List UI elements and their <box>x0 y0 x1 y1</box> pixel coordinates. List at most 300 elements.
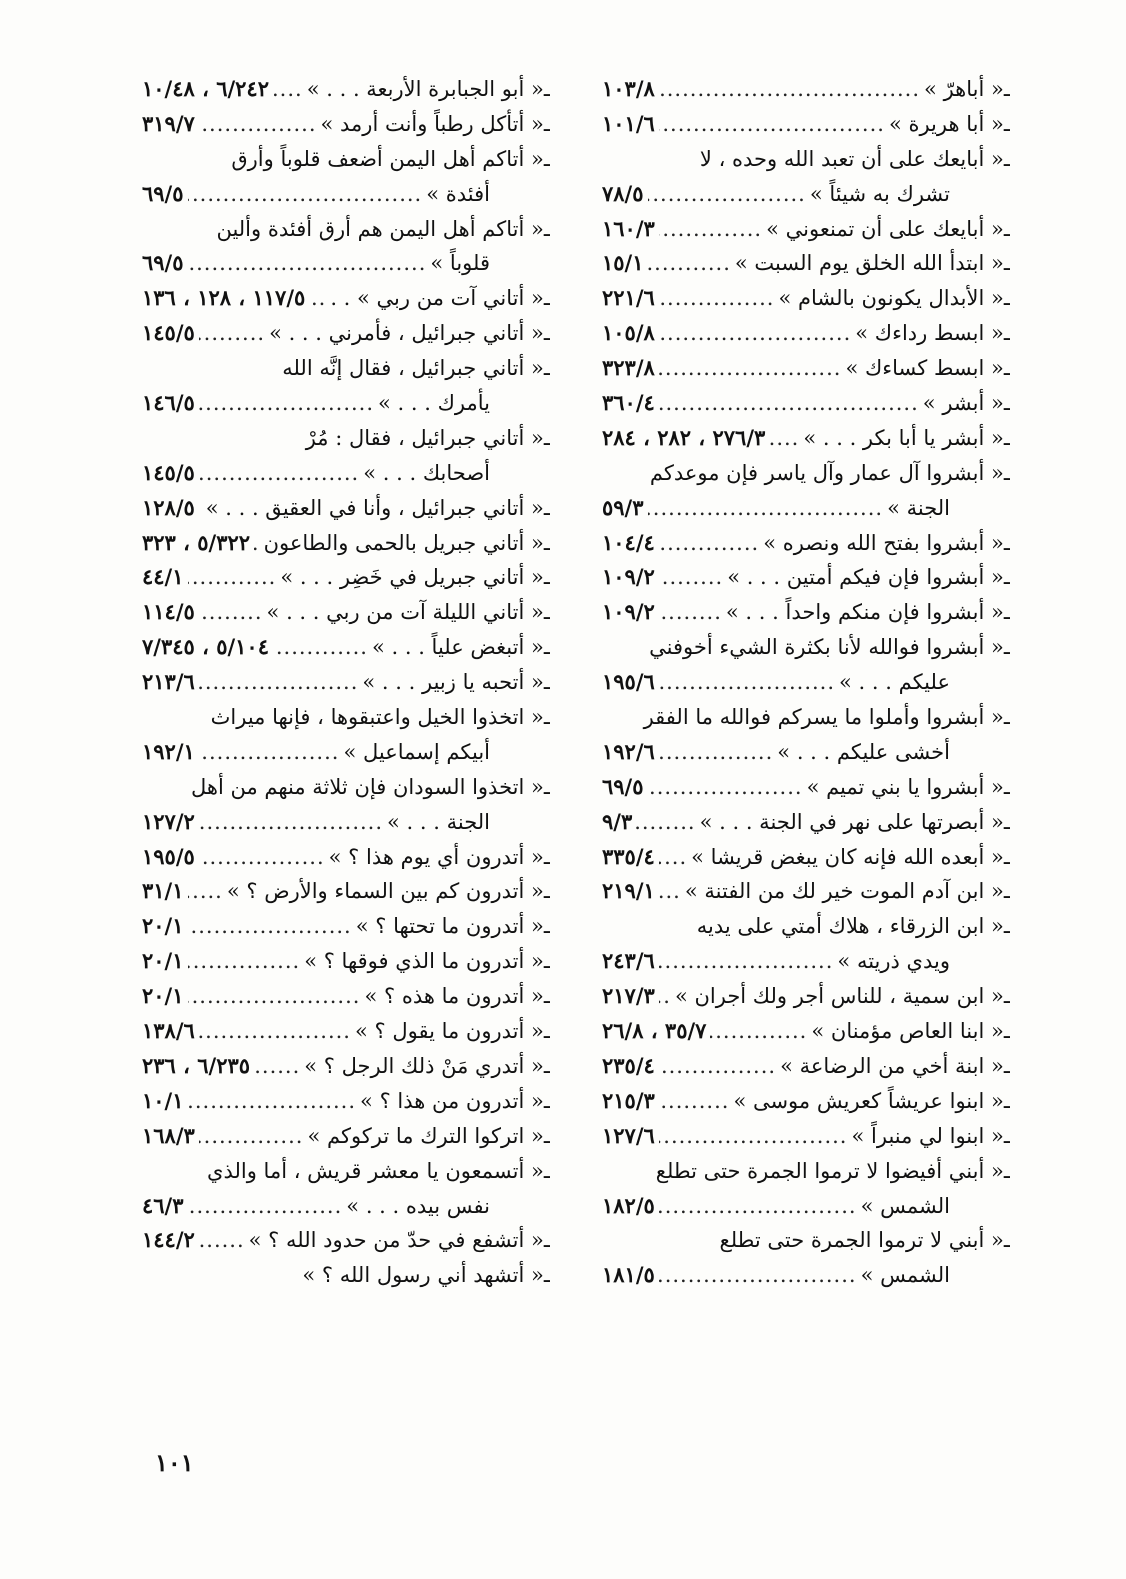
entry-line <box>142 1258 550 1293</box>
entry-line <box>602 595 1010 630</box>
entry-text: ـ« أتاني جبرائيل ، فأمرني . . . » <box>269 321 550 346</box>
entry-text: قلوباً » <box>430 251 490 276</box>
entry-reference: ٣٣٥/٤ <box>602 843 655 869</box>
entry-text: ـ« أتشفع في حدّ من حدود الله ؟ » <box>248 1228 550 1253</box>
entry-reference: ١٩٢/٦ <box>602 738 655 764</box>
entry-continuation-line <box>602 735 1010 770</box>
index-column-right <box>602 72 1010 1293</box>
entry-text: ـ« أتاني جبريل بالحمى والطاعون <box>263 530 550 555</box>
entry-text: ـ« أتاني جبرائيل ، فقال : مُرْ <box>305 425 550 450</box>
entry-reference: ٥٩/٣ <box>602 494 644 520</box>
entry-text: ـ« ابنا العاص مؤمنان » <box>811 1019 1010 1044</box>
index-entry <box>142 316 550 351</box>
index-entry <box>142 421 550 491</box>
entry-text: ـ« أتدرون ما يقول ؟ » <box>355 1019 550 1044</box>
entry-text: الشمس » <box>860 1193 950 1218</box>
entry-reference: ٢١٣/٦ <box>142 669 195 695</box>
entry-line <box>142 909 550 944</box>
entry-reference: ٦/٢٤٢ ، ١٠/٤٨ <box>142 76 269 101</box>
dot-leader <box>254 526 260 561</box>
dot-leader <box>659 386 919 421</box>
dot-leader <box>273 630 368 665</box>
index-entry <box>142 1119 550 1154</box>
index-entry <box>142 874 550 909</box>
entry-text: ـ« ابسط رداءك » <box>855 321 1010 346</box>
entry-line <box>142 212 550 247</box>
entry-line <box>142 107 550 142</box>
entry-reference: ١٤٦/٥ <box>142 390 195 416</box>
entry-text: ـ« أبشروا فوالله لأنا بكثرة الشيء أخوفني <box>649 635 1010 660</box>
entry-line <box>142 770 550 805</box>
page-number: ١٠١ <box>155 1448 194 1477</box>
entry-line <box>602 1154 1010 1189</box>
entry-text: ـ« أتدرون كم بين السماء والأرض ؟ » <box>226 879 550 904</box>
entry-reference: ٢١٧/٣ <box>602 983 655 1009</box>
entry-reference: ٣٢٣/٨ <box>602 355 655 381</box>
entry-reference: ١٩٥/٦ <box>602 669 655 695</box>
index-entry <box>602 560 1010 595</box>
index-entry <box>142 1258 550 1293</box>
dot-leader <box>199 386 374 421</box>
entry-text: ـ« أتاني آت من ربي » . . <box>330 286 550 311</box>
index-entry <box>142 909 550 944</box>
entry-text: أخشى عليكم . . . » <box>777 739 950 764</box>
dot-leader <box>188 1189 343 1224</box>
dot-leader <box>659 595 722 630</box>
entry-line <box>142 979 550 1014</box>
entry-reference: ٢٠/١ <box>142 983 184 1009</box>
entry-line <box>602 805 1010 840</box>
dot-leader <box>188 246 427 281</box>
entry-reference: ١٨٢/٥ <box>602 1192 655 1218</box>
entry-reference: ٣٥/٧ ، ٢٦/٨ <box>602 1018 707 1044</box>
entry-text: ـ« أتدري مَنْ ذلك الرجل ؟ » <box>304 1053 550 1078</box>
entry-text: ـ« أبو الجبابرة الأربعة . . . » <box>306 77 550 101</box>
entry-text: ـ« ابنوا عريشاً كعريش موسى » <box>733 1088 1010 1113</box>
entry-line <box>602 1084 1010 1119</box>
entry-text: ـ« أبشروا بفتح الله ونصره » <box>763 530 1010 555</box>
entry-text: ـ« أتدرون أي يوم هذا ؟ » <box>328 844 550 869</box>
dot-leader <box>309 281 326 316</box>
entry-text: ـ« أتأكل رطباً وأنت أرمد » <box>320 111 550 136</box>
entry-text: ـ« أبشروا يا بني تميم » <box>806 774 1010 799</box>
index-entry <box>142 560 550 595</box>
entry-text: ـ« أبصرتها على نهر في الجنة . . . » <box>699 809 1010 834</box>
index-entry <box>602 281 1010 316</box>
entry-line <box>602 142 1010 177</box>
dot-leader <box>188 874 223 909</box>
entry-line <box>142 316 550 351</box>
entry-reference: ١٠٩/٢ <box>602 564 655 590</box>
index-entry <box>142 840 550 875</box>
entry-line <box>602 107 1010 142</box>
entry-line <box>602 770 1010 805</box>
entry-reference: ٣١/١ <box>142 878 184 904</box>
index-entry <box>142 1154 550 1224</box>
dot-leader <box>659 212 762 247</box>
entry-text: ـ« ابن الزرقاء ، هلاك أمتي على يديه <box>696 914 1010 939</box>
entry-text: نفس بيده . . . » <box>346 1193 490 1218</box>
entry-reference: ١٢٧/٢ <box>142 808 195 834</box>
entry-reference: ٢٠/١ <box>142 913 184 939</box>
entry-text: ـ« اتخذوا السودان فإن ثلاثة منهم من أهل <box>190 774 550 799</box>
dot-leader <box>648 246 731 281</box>
dot-leader <box>273 72 303 107</box>
dot-leader <box>199 595 263 630</box>
entry-reference: ٩/٣ <box>602 808 633 834</box>
entry-text: ـ« الأبدال يكونون بالشام » <box>778 286 1010 311</box>
entry-line <box>142 560 550 595</box>
dot-leader <box>769 421 799 456</box>
dot-leader <box>659 107 885 142</box>
entry-line <box>142 281 550 316</box>
entry-continuation-line <box>142 177 550 212</box>
entry-text: أصحابك . . . » <box>363 460 490 485</box>
entry-line <box>142 72 550 107</box>
index-entry <box>602 107 1010 142</box>
entry-text: تشرك به شيئاً » <box>809 181 950 206</box>
entry-reference: ٢٠/١ <box>142 948 184 974</box>
dot-leader <box>659 665 835 700</box>
entry-text: ـ« ابن آدم الموت خير لك من الفتنة » <box>684 879 1010 904</box>
index-entry <box>142 1014 550 1049</box>
index-column-left <box>142 72 550 1293</box>
dot-leader <box>659 874 681 909</box>
entry-reference: ١٠٥/٨ <box>602 320 655 346</box>
entry-text: ـ« أبا هريرة » <box>888 111 1010 136</box>
index-entry <box>602 1119 1010 1154</box>
entry-reference: ٢٤٣/٦ <box>602 948 655 974</box>
entry-text: ـ« أتبغض علياً . . . » <box>371 635 550 660</box>
dot-leader <box>188 560 277 595</box>
entry-reference: ٣١٩/٧ <box>142 110 195 136</box>
entry-reference: ٢٧٦/٣ ، ٢٨٢ ، ٢٨٤ <box>602 424 766 450</box>
entry-text: ـ« أتحبه يا زبير . . . » <box>362 670 550 695</box>
index-entry <box>602 1223 1010 1293</box>
entry-reference: ١٨١/٥ <box>602 1262 655 1288</box>
entry-line <box>602 979 1010 1014</box>
entry-reference: ١٠٩/٢ <box>602 599 655 625</box>
dot-leader <box>659 281 775 316</box>
entry-continuation-line <box>142 805 550 840</box>
entry-line <box>602 351 1010 386</box>
entry-text: ـ« أبشر يا أبا بكر . . . » <box>803 425 1010 450</box>
dot-leader <box>659 1049 776 1084</box>
entry-continuation-line <box>602 665 1010 700</box>
index-entry <box>602 909 1010 979</box>
entry-text: الشمس » <box>860 1263 950 1288</box>
index-entry <box>602 1154 1010 1224</box>
entry-line <box>602 700 1010 735</box>
entry-line <box>142 1154 550 1189</box>
entry-line <box>142 526 550 561</box>
index-entry <box>142 491 550 526</box>
entry-text: ـ« أبني أفيضوا لا ترموا الجمرة حتى تطلع <box>655 1158 1010 1183</box>
index-entry <box>142 351 550 421</box>
index-entry <box>602 770 1010 805</box>
dot-leader <box>199 1119 304 1154</box>
entry-text: الجنة » <box>887 495 950 520</box>
entry-text: ـ« أتاني جبريل في خَضِر . . . » <box>280 565 550 590</box>
entry-line <box>602 560 1010 595</box>
entry-text: ـ« أبايعك على أن تمنعوني » <box>766 216 1010 241</box>
index-entry <box>142 1084 550 1119</box>
dot-leader <box>659 840 687 875</box>
index-entry <box>142 979 550 1014</box>
entry-text: ـ« ابنة أخي من الرضاعة » <box>780 1053 1010 1078</box>
entry-line <box>142 630 550 665</box>
dot-leader <box>659 526 759 561</box>
index-entry <box>142 142 550 212</box>
entry-reference: ١٣٨/٦ <box>142 1018 195 1044</box>
dot-leader <box>199 805 383 840</box>
entry-text: ـ« أبايعك على أن تعبد الله وحده ، لا <box>699 146 1010 171</box>
index-entry <box>602 351 1010 386</box>
entry-reference: ١٠٣/٨ <box>602 76 655 101</box>
entry-line <box>602 246 1010 281</box>
entry-line <box>142 491 550 526</box>
entry-continuation-line <box>602 1189 1010 1224</box>
index-entry <box>602 456 1010 526</box>
entry-line <box>602 386 1010 421</box>
entry-reference: ٢٣٥/٤ <box>602 1052 655 1078</box>
index-entry <box>142 595 550 630</box>
entry-text: ـ« أتشهد أني رسول الله ؟ » <box>302 1263 550 1288</box>
dot-leader <box>254 1049 300 1084</box>
entry-reference: ٦/٢٣٥ ، ٢٣٦ <box>142 1052 251 1078</box>
entry-text: ـ« أبشروا فإن فيكم أمتين . . . » <box>727 565 1010 590</box>
entry-reference: ٢١٥/٣ <box>602 1087 655 1113</box>
entry-text: أفئدة » <box>426 181 490 206</box>
entry-reference: ١٠٤/٤ <box>602 529 655 555</box>
index-entry <box>142 107 550 142</box>
entry-reference: ١٢٧/٦ <box>602 1122 655 1148</box>
entry-text: ـ« أتسمعون يا معشر قريش ، أما والذي <box>207 1158 550 1183</box>
entry-text: ـ« اتركوا الترك ما تركوكم » <box>307 1123 550 1148</box>
index-entry <box>602 595 1010 630</box>
entry-reference: ٥/١٠٤ ، ٧/٣٤٥ <box>142 634 269 660</box>
entry-reference: ١٩٢/١ <box>142 738 195 764</box>
entry-reference: ٦٩/٥ <box>142 250 184 276</box>
dot-leader <box>199 1014 351 1049</box>
dot-leader <box>659 316 851 351</box>
entry-line <box>142 142 550 177</box>
entry-reference: ٧٨/٥ <box>602 180 644 206</box>
index-entry <box>602 1084 1010 1119</box>
entry-text: أبيكم إسماعيل » <box>343 739 490 764</box>
entry-text: ـ« ابسط كساءك » <box>845 356 1010 381</box>
entry-text: الجنة . . . » <box>387 809 490 834</box>
dot-leader <box>659 1189 857 1224</box>
entry-reference: ١٦٠/٣ <box>602 215 655 241</box>
dot-leader <box>710 1014 807 1049</box>
entry-text: ـ« أتاني جبرائيل ، فقال إنَّه الله <box>282 356 550 381</box>
index-entry <box>142 212 550 282</box>
entry-line <box>602 874 1010 909</box>
dot-leader <box>188 1084 357 1119</box>
entry-line <box>142 1119 550 1154</box>
index-entry <box>142 770 550 840</box>
entry-line <box>602 630 1010 665</box>
index-entry <box>602 316 1010 351</box>
entry-line <box>142 1084 550 1119</box>
dot-leader <box>636 805 695 840</box>
dot-leader <box>199 456 359 491</box>
entry-text: ويدي ذريته » <box>837 949 950 974</box>
entry-line <box>142 944 550 979</box>
entry-reference: ٦٩/٥ <box>602 773 644 799</box>
dot-leader <box>659 944 834 979</box>
entry-text: ـ« أتدرون ما هذه ؟ » <box>364 984 550 1009</box>
entry-line <box>602 909 1010 944</box>
entry-reference: ١٥/١ <box>602 250 644 276</box>
index-entry <box>142 630 550 665</box>
dot-leader <box>659 72 920 107</box>
entry-text: ـ« أبشروا آل عمار وآل ياسر فإن موعدكم <box>649 460 1010 485</box>
entry-continuation-line <box>602 491 1010 526</box>
entry-text: ـ« أتاكم أهل اليمن أضعف قلوباً وأرق <box>231 146 550 171</box>
entry-text: ـ« أتاني جبرائيل ، وأنا في العقيق . . . » <box>205 495 550 520</box>
entry-line <box>602 526 1010 561</box>
entry-line <box>602 421 1010 456</box>
index-entry <box>602 874 1010 909</box>
entry-text: ـ« أتاكم أهل اليمن هم أرق أفئدة وألين <box>216 216 550 241</box>
dot-leader <box>199 840 325 875</box>
dot-leader <box>648 177 806 212</box>
entry-text: ـ« أتدرون ما الذي فوقها ؟ » <box>304 949 550 974</box>
entry-continuation-line <box>142 246 550 281</box>
dot-leader <box>199 1223 245 1258</box>
entry-text: ـ« ابن سمية ، للناس أجر ولك أجران » <box>674 984 1010 1009</box>
dot-leader <box>659 1119 848 1154</box>
index-entry <box>602 526 1010 561</box>
entry-reference: ١١٧/٥ ، ١٢٨ ، ١٣٦ <box>142 285 306 311</box>
entry-reference: ١٦٨/٣ <box>142 1122 195 1148</box>
entry-line <box>142 840 550 875</box>
dot-leader <box>188 979 361 1014</box>
dot-leader <box>648 770 803 805</box>
entry-reference: ٦٩/٥ <box>142 180 184 206</box>
entry-line <box>142 1014 550 1049</box>
index-entry <box>602 840 1010 875</box>
index-entry <box>602 630 1010 700</box>
entry-continuation-line <box>602 1258 1010 1293</box>
entry-line <box>142 1049 550 1084</box>
entry-line <box>602 1049 1010 1084</box>
dot-leader <box>188 909 352 944</box>
entry-text: يأمرك . . . » <box>378 391 490 416</box>
entry-reference: ١١٤/٥ <box>142 599 195 625</box>
entry-continuation-line <box>142 735 550 770</box>
entry-line <box>602 1119 1010 1154</box>
entry-reference: ٤٤/١ <box>142 564 184 590</box>
entry-continuation-line <box>602 177 1010 212</box>
dot-leader <box>659 735 774 770</box>
entry-line <box>142 874 550 909</box>
entry-reference: ١٠١/٦ <box>602 110 655 136</box>
entry-reference: ١٤٥/٥ <box>142 320 195 346</box>
entry-text: عليكم . . . » <box>839 670 950 695</box>
dot-leader <box>659 560 723 595</box>
entry-line <box>602 281 1010 316</box>
entry-line <box>142 595 550 630</box>
entry-reference: ١٩٥/٥ <box>142 843 195 869</box>
index-entry <box>142 281 550 316</box>
entry-reference: ٤٦/٣ <box>142 1192 184 1218</box>
entry-text: ـ« أبشروا وأملوا ما يسركم فوالله ما الفقر <box>643 705 1010 730</box>
entry-text: ـ« أباهرّ » <box>924 77 1010 101</box>
dot-leader <box>199 665 359 700</box>
entry-line <box>142 700 550 735</box>
entry-continuation-line <box>142 1189 550 1224</box>
entry-continuation-line <box>142 386 550 421</box>
entry-text: ـ« اتخذوا الخيل واعتبقوها ، فإنها ميراث <box>210 705 550 730</box>
index-entry <box>142 944 550 979</box>
entry-reference: ١٢٨/٥ <box>142 494 195 520</box>
index-entry <box>142 1223 550 1258</box>
index-entry <box>602 386 1010 421</box>
entry-line <box>602 1014 1010 1049</box>
index-entry <box>142 72 550 107</box>
entry-line <box>602 316 1010 351</box>
entry-reference: ٢١٩/١ <box>602 878 655 904</box>
dot-leader <box>188 944 301 979</box>
entry-continuation-line <box>142 456 550 491</box>
entry-reference: ٣٦٠/٤ <box>602 390 655 416</box>
index-entry <box>602 805 1010 840</box>
entry-text: ـ« أبعده الله فإنه كان يبغض قريشا » <box>691 844 1010 869</box>
entry-line <box>142 1223 550 1258</box>
entry-text: ـ« أتدرون ما تحتها ؟ » <box>355 914 550 939</box>
dot-leader <box>659 979 671 1014</box>
entry-line <box>602 456 1010 491</box>
entry-line <box>602 212 1010 247</box>
dot-leader <box>659 1084 730 1119</box>
dot-leader <box>199 316 265 351</box>
entry-line <box>142 665 550 700</box>
dot-leader <box>188 177 423 212</box>
dot-leader <box>659 1258 857 1293</box>
entry-line <box>142 421 550 456</box>
entry-reference: ١٤٤/٢ <box>142 1227 195 1253</box>
index-entry <box>602 979 1010 1014</box>
entry-text: ـ« ابتدأ الله الخلق يوم السبت » <box>734 251 1010 276</box>
index-entry <box>602 1049 1010 1084</box>
dot-leader <box>199 107 317 142</box>
index-entry <box>602 421 1010 456</box>
dot-leader <box>199 491 202 526</box>
index-entry <box>142 665 550 700</box>
dot-leader <box>199 735 340 770</box>
entry-line <box>602 1223 1010 1258</box>
entry-reference: ٥/٣٢٢ ، ٣٢٣ <box>142 529 251 555</box>
entry-line <box>602 72 1010 107</box>
entry-reference: ١٠/١ <box>142 1087 184 1113</box>
index-entry <box>602 1014 1010 1049</box>
dot-leader <box>648 491 884 526</box>
entry-text: ـ« أبشر » <box>922 391 1010 416</box>
entry-text: ـ« ابنوا لي منبراً » <box>851 1123 1010 1148</box>
index-entry <box>142 526 550 561</box>
entry-text: ـ« أبشروا فإن منكم واحداً . . . » <box>725 600 1010 625</box>
entry-text: ـ« أتدرون من هذا ؟ » <box>360 1088 550 1113</box>
entry-continuation-line <box>602 944 1010 979</box>
index-entry <box>602 212 1010 247</box>
index-entry <box>142 1049 550 1084</box>
entry-reference: ١٤٥/٥ <box>142 459 195 485</box>
index-entry <box>142 700 550 770</box>
entry-line <box>602 840 1010 875</box>
